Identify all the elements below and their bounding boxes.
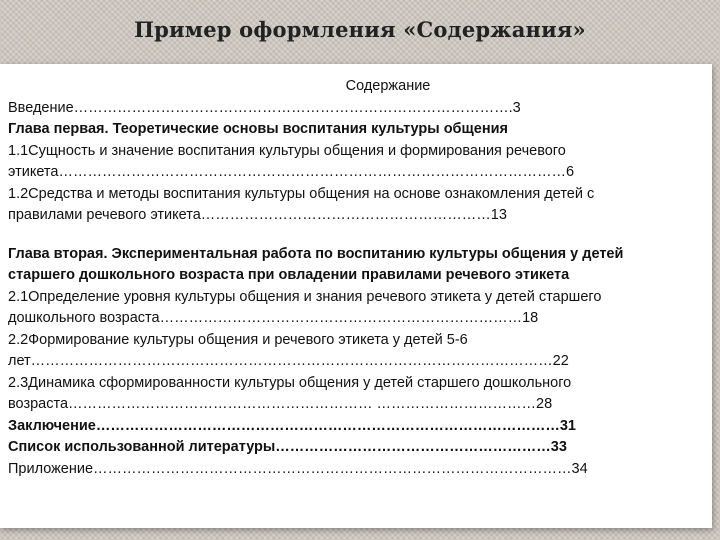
slide-title-bar <box>0 0 720 58</box>
toc-entry-1-2: 1.2Средства и методы воспитания культуры общения на основе ознакомления детей с <box>8 185 595 202</box>
toc-entry-2-2: 2.2Формирование культуры общения и речевого этикета у детей 5-6 <box>8 331 468 348</box>
slide-title: Пример оформления «Содержания» <box>134 16 586 42</box>
toc-chapter-1-title: Глава первая. Теоретические основы воспитания культуры общения <box>8 121 508 137</box>
toc-entry-2-2-cont: лет………………………………………………………………………………………………22 <box>8 353 569 369</box>
toc-heading: Содержание <box>345 78 431 94</box>
toc-entry-2-1: 2.1Определение уровня культуры общения и знания речевого этикета у детей старшего <box>8 288 602 305</box>
toc-entry-appendix: Приложение………………………………………………………………………………………34 <box>8 460 588 477</box>
toc-entry-2-1-cont: дошкольного возраста…………………………………………………………………18 <box>8 310 539 326</box>
toc-entry-references: Список использованной литературы…………………………………………………33 <box>8 439 567 455</box>
toc-entry-1-1-cont: этикета……………………………………………………………………………………………6 <box>8 164 575 180</box>
toc-entry-introduction: Введение……………………………………………………………………………….3 <box>8 99 521 116</box>
toc-entry-2-3: 2.3Динамика сформированности культуры общения у детей старшего дошкольного <box>8 374 572 391</box>
toc-entry-conclusion: Заключение……………………………………………………………………………………31 <box>8 417 576 434</box>
toc-chapter-2-title-cont: старшего дошкольного возраста при овладении правилами речевого этикета <box>8 267 570 283</box>
toc-entry-1-1: 1.1Сущность и значение воспитания культуры общения и формирования речевого <box>8 142 566 159</box>
toc-panel <box>0 64 712 528</box>
table-of-contents <box>8 76 708 480</box>
toc-chapter-2-title: Глава вторая. Экспериментальная работа по воспитанию культуры общения у детей <box>8 245 624 262</box>
section-gap <box>8 227 708 244</box>
toc-entry-1-2-cont: правилами речевого этикета……………………………………………………13 <box>8 207 507 223</box>
toc-entry-2-3-cont: возраста……………………………………………………… ……………………………28 <box>8 396 553 412</box>
